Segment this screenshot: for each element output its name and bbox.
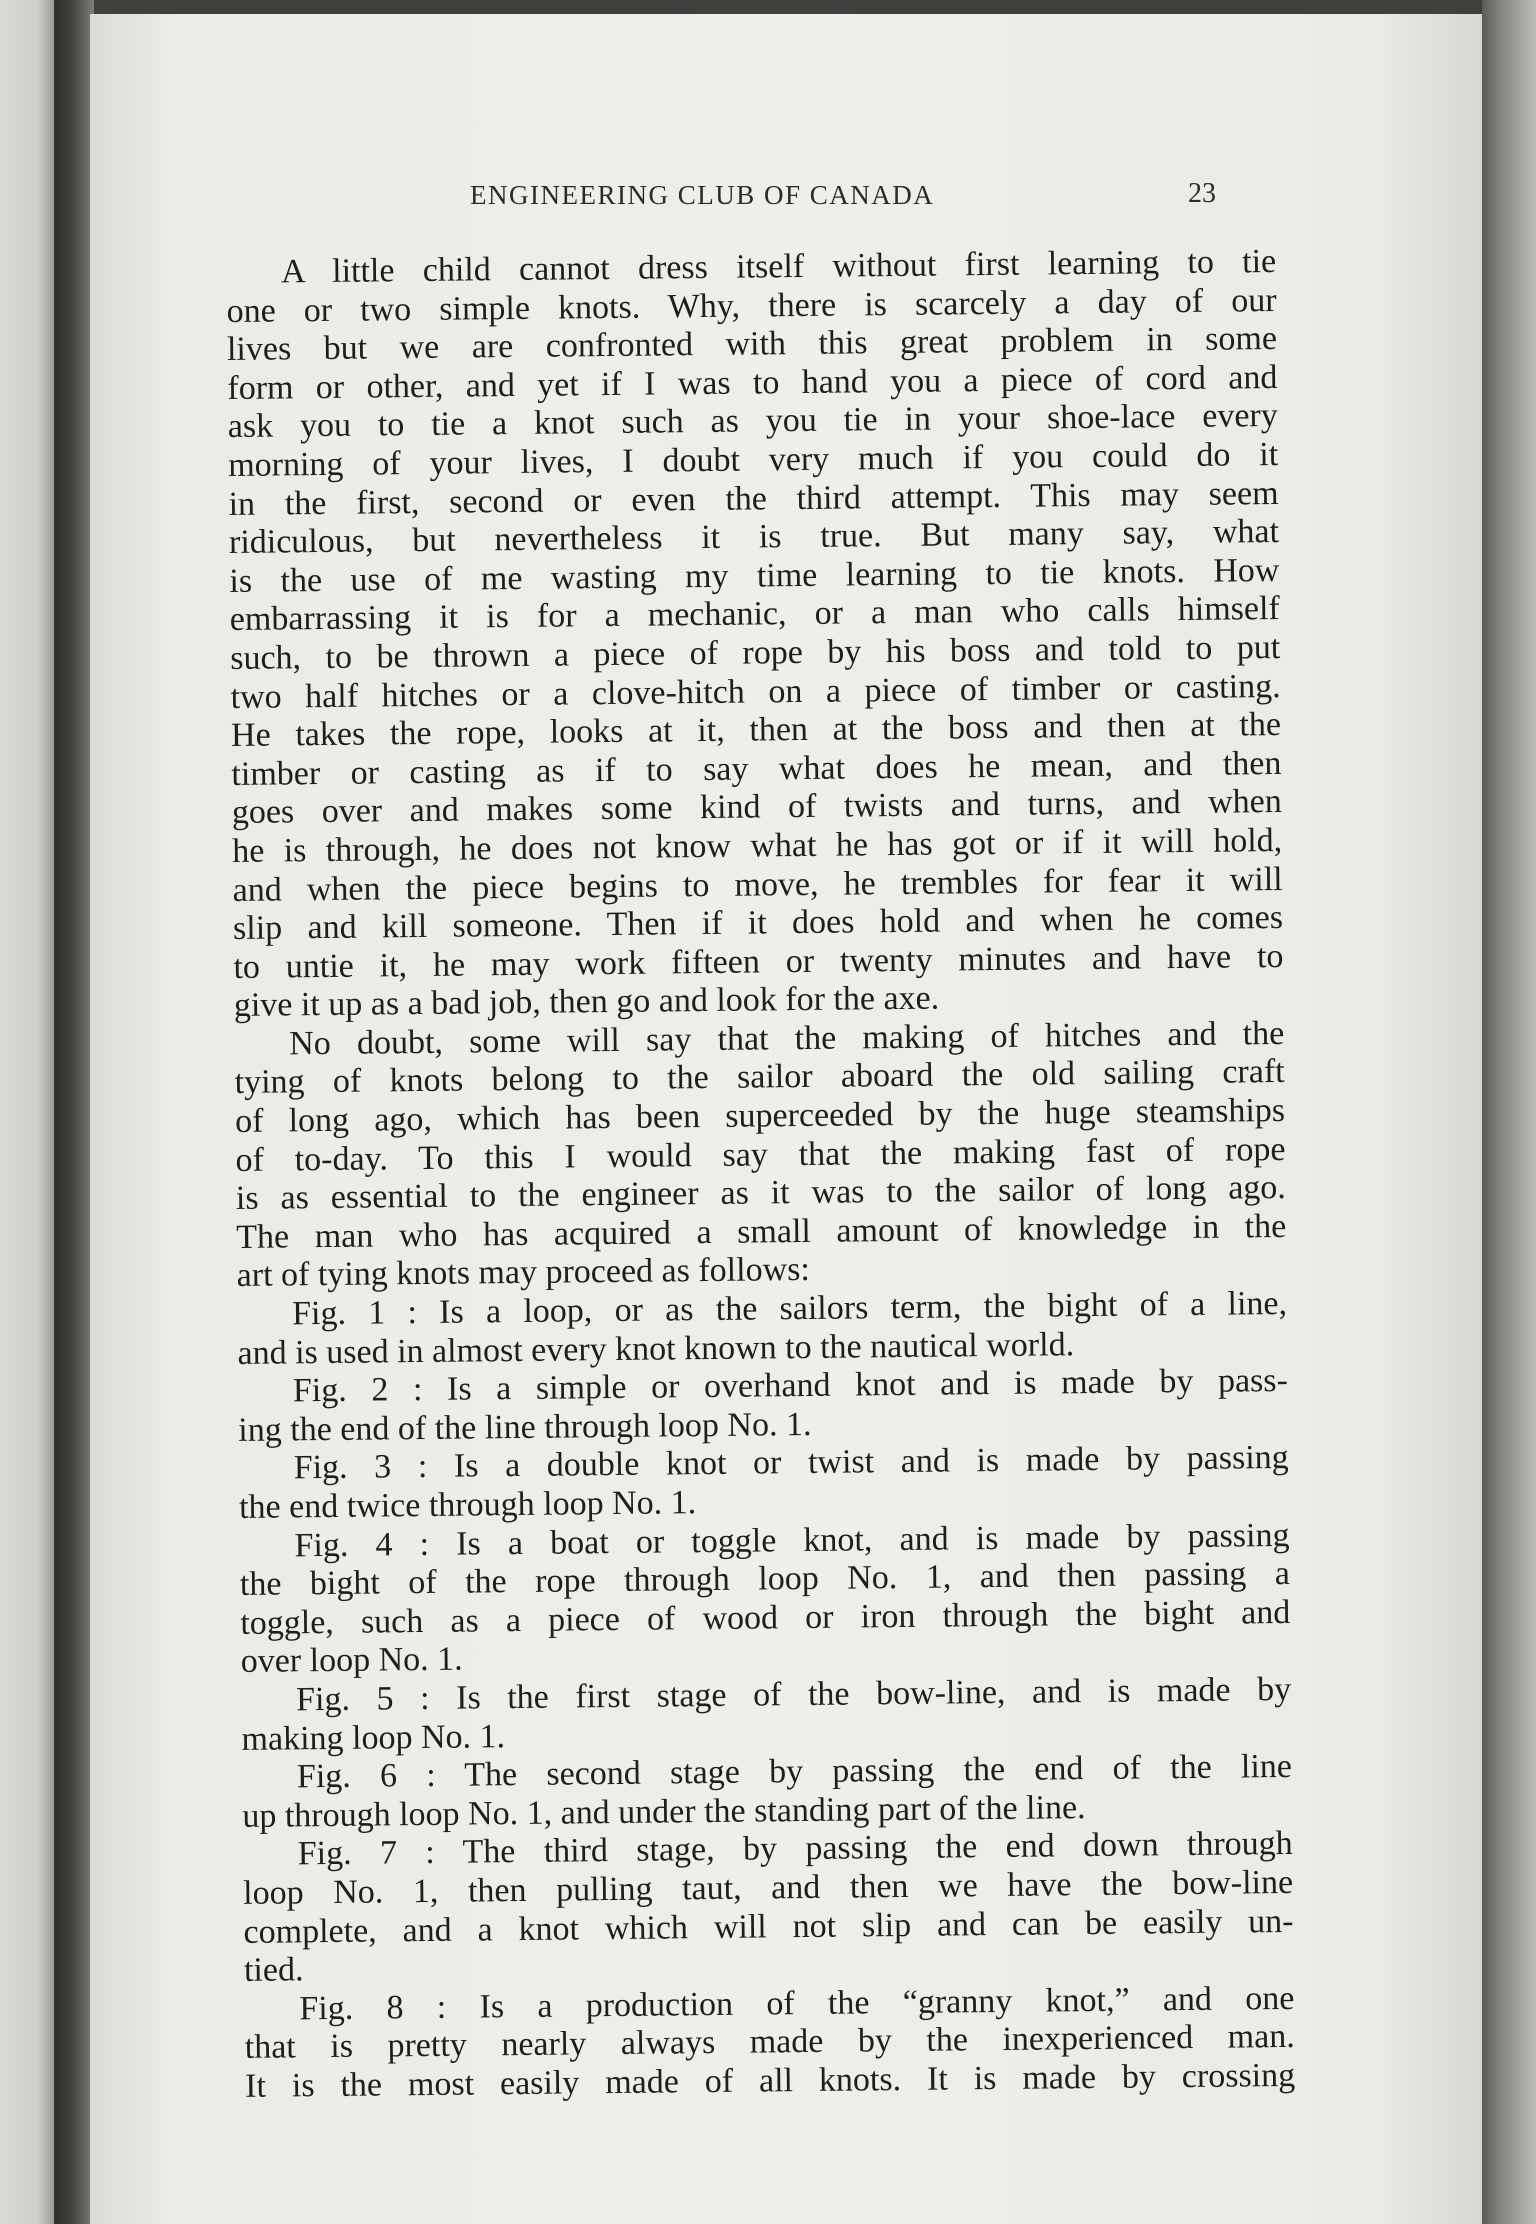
text-line: complete, and a knot which will not slip and can be easily un- <box>243 1902 1294 1951</box>
body-text <box>226 243 1295 2106</box>
text-line: goes over and makes some kind of twists and turns, and when <box>231 783 1282 832</box>
text-line: that is pretty nearly always made by the inexperienced man. <box>244 2018 1295 2067</box>
text-line: one or two simple knots. Why, there is scarcely a day of our <box>226 281 1277 330</box>
text-line: two half hitches or a clove-hitch on a piece of timber or casting. <box>230 667 1281 716</box>
paragraph <box>234 1015 1287 1296</box>
text-line: tied. <box>243 1951 304 1990</box>
paragraph <box>241 1671 1292 1759</box>
text-line: art of tying knots may proceed as follows: <box>236 1251 811 1295</box>
paragraph <box>243 1825 1295 1990</box>
text-line: embarrassing it is for a mechanic, or a man who calls himself <box>229 590 1280 639</box>
scan-top-border <box>0 0 1536 14</box>
text-line: up through loop No. 1, and under the standing part of the line. <box>242 1788 1086 1835</box>
facing-page-edge <box>0 0 54 2224</box>
book-gutter <box>54 0 94 2224</box>
paragraph <box>238 1362 1289 1450</box>
text-line: in the first, second or even the third attempt. This may seem <box>228 474 1279 523</box>
paragraph <box>239 1439 1290 1527</box>
text-line: He takes the rope, looks at it, then at the boss and then at the <box>230 706 1282 755</box>
text-line: tying of knots belong to the sailor aboard the old sailing craft <box>234 1053 1285 1102</box>
text-line: slip and kill someone. Then if it does hold and when he comes <box>232 899 1284 948</box>
text-line: the bight of the rope through loop No. 1, and then passing a <box>239 1555 1291 1604</box>
text-line: is as essential to the engineer as it was to the sailor of long ago. <box>235 1169 1287 1218</box>
text-line: such, to be thrown a piece of rope by his boss and told to put <box>230 628 1281 677</box>
text-line: A little child cannot dress itself without first learning to tie <box>280 243 1277 291</box>
text-line: Fig. 8 : Is a production of the “granny knot,” and one <box>299 1979 1295 2028</box>
text-line: making loop No. 1. <box>241 1717 506 1758</box>
text-line: of long ago, which has been superceeded by the huge steamships <box>234 1092 1286 1141</box>
paragraph <box>226 243 1284 1026</box>
paragraph <box>242 1748 1293 1836</box>
text-line: he is through, he does not know what he has got or if it will hold, <box>232 821 1283 870</box>
text-line: Fig. 5 : Is the first stage of the bow-line, and is made by <box>295 1670 1292 1719</box>
text-line: over loop No. 1. <box>240 1640 463 1681</box>
text-line: Fig. 6 : The second stage by passing the end of the line <box>296 1748 1293 1796</box>
text-line: and is used in almost every knot known to the nautical world. <box>237 1325 1075 1372</box>
text-line: ridiculous, but nevertheless it is true. But many say, what <box>228 513 1280 562</box>
text-line: Fig. 7 : The third stage, by passing the end down through <box>297 1825 1293 1873</box>
text-line: form or other, and yet if I was to hand you a piece of cord and <box>227 358 1278 407</box>
page-right-edge <box>1482 0 1536 2224</box>
paragraph <box>239 1517 1291 1682</box>
text-line: loop No. 1, then pulling taut, and then we have the bow-line <box>242 1863 1294 1912</box>
text-line: toggle, such as a piece of wood or iron through the bight and <box>240 1593 1291 1642</box>
text-line: The man who has acquired a small amount of knowledge in the <box>236 1207 1287 1256</box>
text-line: give it up as a bad job, then go and look for the axe. <box>233 979 940 1025</box>
text-line: Fig. 3 : Is a double knot or twist and is made by passing <box>293 1439 1289 1487</box>
text-line: to untie it, he may work fifteen or twenty minutes and have to <box>233 937 1284 986</box>
page-number: 23 <box>1188 178 1216 209</box>
text-line: ask you to tie a knot such as you tie in your shoe-lace every <box>227 397 1278 446</box>
paragraph <box>244 1980 1295 2107</box>
text-line: Fig. 2 : Is a simple or overhand knot and is made by pass- <box>292 1362 1289 1410</box>
text-line: timber or casting as if to say what does he mean, and then <box>231 744 1282 793</box>
text-line: It is the most easily made of all knots. It is made by crossing <box>244 2056 1296 2105</box>
text-line: and when the piece begins to move, he trembles for fear it will <box>232 860 1283 909</box>
text-line: morning of your lives, I doubt very much if you could do it <box>228 435 1279 484</box>
text-line: of to-day. To this I would say that the making fast of rope <box>235 1130 1286 1179</box>
text-line: Fig. 1 : Is a loop, or as the sailors term, the bight of a line, <box>291 1284 1288 1333</box>
text-line: is the use of me wasting my time learning to tie knots. How <box>229 551 1280 600</box>
running-title: ENGINEERING CLUB OF CANADA <box>470 180 935 210</box>
text-line: No doubt, some will say that the making of hitches and the <box>289 1014 1285 1063</box>
text-line: the end twice through loop No. 1. <box>238 1484 697 1526</box>
text-line: lives but we are confronted with this great problem in some <box>226 320 1278 369</box>
text-line: ing the end of the line through loop No. 1. <box>238 1405 812 1449</box>
text-line: Fig. 4 : Is a boat or toggle knot, and is made by passing <box>294 1516 1290 1564</box>
paragraph <box>237 1285 1288 1373</box>
